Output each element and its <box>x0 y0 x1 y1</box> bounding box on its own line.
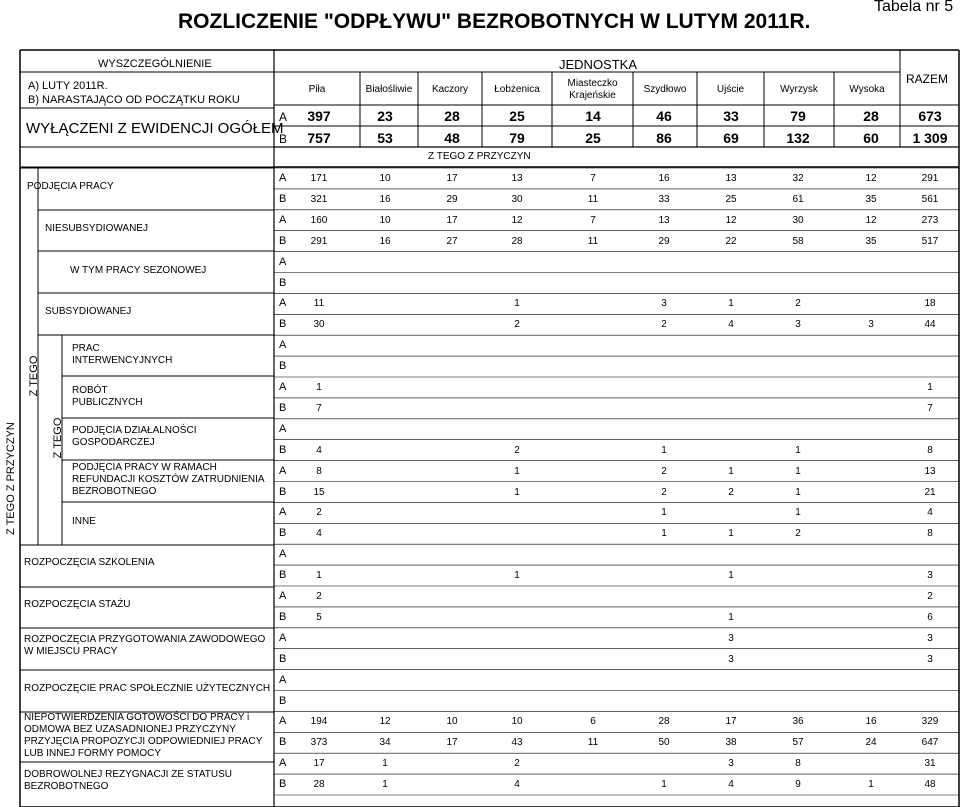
row-ab-label: B <box>279 234 287 247</box>
data-cell: 30 <box>313 319 325 331</box>
data-cell: 2 <box>514 444 520 456</box>
data-cell: 16 <box>865 716 877 728</box>
unit-header-2: Białośliwie <box>365 84 413 95</box>
row-ab-label: B <box>279 778 287 791</box>
label-dzialalnosci-gospodarczej: PODJĘCIA DZIAŁALNOŚCI GOSPODARCZEJ <box>72 425 197 448</box>
data-cell: 12 <box>725 214 737 226</box>
data-cell: 2 <box>661 486 667 498</box>
row-ab-label: A <box>279 213 287 226</box>
data-cell: 17 <box>446 173 458 184</box>
data-cell: 194 <box>310 716 328 728</box>
data-cell: 13 <box>924 465 936 477</box>
data-cell: 1 <box>661 779 667 791</box>
label-robot-publicznych: ROBÓT PUBLICZNYCH <box>72 385 143 408</box>
total-a-cell: 79 <box>790 108 806 124</box>
total-b-cell: 86 <box>656 130 672 146</box>
unit-header-3: Kaczory <box>431 84 469 95</box>
data-cell: 4 <box>514 779 520 791</box>
data-cell: 329 <box>921 716 939 728</box>
data-cell: 1 <box>795 465 801 477</box>
data-cell: 1 <box>795 444 801 456</box>
data-cell: 31 <box>924 758 936 770</box>
data-cell: 35 <box>865 235 877 247</box>
data-cell: 30 <box>511 193 523 205</box>
data-cell: 160 <box>310 214 328 226</box>
data-cell: 6 <box>927 611 933 623</box>
data-cell: 3 <box>728 653 734 665</box>
data-cell: 7 <box>590 173 596 184</box>
data-cell: 1 <box>661 507 667 519</box>
row-ab-label: B <box>279 276 287 289</box>
data-cell: 4 <box>728 319 734 331</box>
total-b-cell: 53 <box>377 130 393 146</box>
label-refundacji: PODJĘCIA PRACY W RAMACH REFUNDACJI KOSZTÓW ZATRUDNIENIA BEZROBOTNEGO <box>72 462 265 497</box>
data-cell: 61 <box>792 193 804 205</box>
data-cell: 27 <box>446 235 458 247</box>
row-ab-label: A <box>279 422 287 435</box>
row-ab-label: A <box>279 381 287 393</box>
data-cell: 50 <box>658 737 670 749</box>
total-a-cell: 46 <box>656 108 672 124</box>
unit-header-5: Miasteczko Krajeńskie <box>567 78 618 101</box>
data-cell: 3 <box>927 570 933 582</box>
total-b-cell: 48 <box>444 130 460 146</box>
data-cell: 11 <box>587 737 599 749</box>
data-cell: 6 <box>590 716 596 728</box>
label-spolecznie: ROZPOCZĘCIE PRAC SPOŁECZNIE UŻYTECZNYCH <box>24 683 271 694</box>
total-a-cell: 397 <box>307 108 331 124</box>
label-inne: INNE <box>72 516 96 527</box>
row-ab-label: A <box>279 464 287 477</box>
data-cell: 30 <box>792 214 804 226</box>
row-ab-label: B <box>279 192 287 205</box>
row-ab-label: B <box>279 610 287 623</box>
label-prac-interwencyjnych: PRAC INTERWENCYJNYCH <box>72 343 173 366</box>
label-podjecia-pracy: PODJĘCIA PRACY <box>27 181 114 192</box>
data-cell: 1 <box>316 570 322 582</box>
data-cell: 38 <box>725 737 737 749</box>
data-cell: 7 <box>927 402 933 414</box>
data-cell: 2 <box>514 758 520 770</box>
label-w-tym-pracy-sezonowej: W TYM PRACY SEZONOWEJ <box>70 265 207 276</box>
label-subsydiowanej: SUBSYDIOWANEJ <box>45 306 132 317</box>
data-cell: 17 <box>446 737 458 749</box>
total-a-cell: 28 <box>444 108 460 124</box>
data-cell: 28 <box>658 716 670 728</box>
data-cell: 8 <box>927 528 933 540</box>
legend-b: B) NARASTAJĄCO OD POCZĄTKU ROKU <box>28 94 240 106</box>
row-ab-label: A <box>279 631 287 644</box>
total-row-a-label: A <box>279 110 288 124</box>
unit-header-8: Wyrzysk <box>780 84 818 95</box>
data-cell: 3 <box>728 758 734 770</box>
data-cell: 4 <box>316 444 322 456</box>
data-cell: 17 <box>446 214 458 226</box>
data-cell: 8 <box>795 758 801 770</box>
jednostka-label: JEDNOSTKA <box>559 57 638 72</box>
data-cell: 13 <box>658 214 670 226</box>
data-cell: 28 <box>313 779 325 791</box>
row-ab-label: A <box>279 255 287 268</box>
data-cell: 1 <box>514 486 520 498</box>
row-ab-label: B <box>279 652 287 665</box>
table-number: Tabela nr 5 <box>874 0 954 15</box>
row-ab-label: B <box>279 443 287 456</box>
data-cell: 32 <box>792 173 804 184</box>
data-cell: 10 <box>446 716 458 728</box>
vertical-label-z-tego-z-przyczyn: Z TEGO Z PRZYCZYN <box>5 422 17 535</box>
data-cell: 16 <box>379 193 391 205</box>
data-cell: 57 <box>792 737 804 749</box>
data-cell: 1 <box>795 486 801 498</box>
data-cell: 1 <box>728 570 734 582</box>
data-cell: 7 <box>316 402 322 414</box>
total-a-cell: 14 <box>585 108 601 124</box>
total-b-cell: 132 <box>786 130 810 146</box>
data-cell: 10 <box>511 716 523 728</box>
data-cell: 3 <box>927 653 933 665</box>
data-cell: 1 <box>728 611 734 623</box>
data-cell: 2 <box>661 319 667 331</box>
row-ab-label: A <box>279 297 287 310</box>
unit-header-1: Piła <box>308 84 326 95</box>
label-dobrowolnej: DOBROWOLNEJ REZYGNACJI ZE STATUSU BEZROBOTNEGO <box>24 769 232 792</box>
label-niepotwierdzenia: NIEPOTWIERDZENIA GOTOWOŚCI DO PRACY i ODMOWA BEZ UZASADNIONEJ PRZYCZYNY PRZYJĘCIA PROPOZYCJI ODPOWIEDNIEJ PRACY LUB INNEJ FORMY POMOCY <box>24 712 263 759</box>
data-cell: 1 <box>514 465 520 477</box>
data-cell: 5 <box>316 611 322 623</box>
data-cell: 11 <box>587 193 599 205</box>
label-przygotowania: ROZPOCZĘCIA PRZYGOTOWANIA ZAWODOWEGO W MIEJSCU PRACY <box>24 634 266 657</box>
data-cell: 10 <box>379 214 391 226</box>
row-ab-label: A <box>279 548 287 561</box>
data-cell: 29 <box>658 235 670 247</box>
data-cell: 1 <box>514 570 520 582</box>
data-cell: 2 <box>316 507 322 519</box>
row-ab-label: A <box>279 757 287 770</box>
data-cell: 1 <box>382 758 388 770</box>
data-cell: 1 <box>316 382 322 393</box>
data-cell: 11 <box>313 298 325 310</box>
data-cell: 11 <box>587 235 599 247</box>
data-cell: 3 <box>795 319 801 331</box>
total-b-cell: 757 <box>307 130 331 146</box>
total-row-b-label: B <box>279 132 288 146</box>
row-ab-label: B <box>279 736 287 749</box>
unit-header-6: Szydłowo <box>643 84 687 95</box>
data-cell: 17 <box>313 758 325 770</box>
data-cell: 1 <box>728 528 734 540</box>
data-cell: 12 <box>865 214 877 226</box>
total-a-cell: 23 <box>377 108 393 124</box>
data-cell: 22 <box>725 235 737 247</box>
row-ab-label: A <box>279 590 287 602</box>
data-cell: 18 <box>924 298 936 310</box>
label-niesubsydiowanej: NIESUBSYDIOWANEJ <box>45 223 148 234</box>
data-cell: 2 <box>661 465 667 477</box>
data-cell: 24 <box>865 737 877 749</box>
data-cell: 8 <box>927 444 933 456</box>
data-cell: 1 <box>728 298 734 310</box>
data-cell: 8 <box>316 465 322 477</box>
data-cell: 2 <box>514 319 520 331</box>
data-cell: 43 <box>511 737 523 749</box>
data-cell: 171 <box>310 173 328 184</box>
data-cell: 3 <box>661 298 667 310</box>
data-cell: 58 <box>792 235 804 247</box>
data-cell: 12 <box>379 716 391 728</box>
data-cell: 44 <box>924 319 936 331</box>
row-ab-label: A <box>279 673 287 686</box>
total-a-cell: 25 <box>509 108 525 124</box>
row-ab-label: B <box>279 694 287 707</box>
total-a-cell: 28 <box>863 108 879 124</box>
total-b-cell: 1 309 <box>912 130 948 146</box>
data-cell: 16 <box>379 235 391 247</box>
total-a-cell: 673 <box>918 108 942 124</box>
row-ab-label: B <box>279 485 287 498</box>
data-cell: 12 <box>865 173 877 184</box>
data-cell: 13 <box>511 173 523 184</box>
page-title: ROZLICZENIE "ODPŁYWU" BEZROBOTNYCH W LUTYM 2011R. <box>178 10 811 33</box>
row-ab-label: A <box>279 715 287 728</box>
data-cell: 647 <box>921 737 939 749</box>
data-cell: 273 <box>921 214 939 226</box>
data-cell: 3 <box>728 632 734 644</box>
data-cell: 2 <box>927 591 933 602</box>
row-ab-label: B <box>279 527 287 540</box>
data-cell: 4 <box>728 779 734 791</box>
data-cell: 25 <box>725 193 737 205</box>
data-cell: 28 <box>511 235 523 247</box>
label-szkolenia: ROZPOCZĘCIA SZKOLENIA <box>24 557 155 568</box>
razem-label: RAZEM <box>906 72 948 86</box>
row-ab-label: B <box>279 569 287 582</box>
data-cell: 15 <box>313 486 325 498</box>
total-b-cell: 25 <box>585 130 601 146</box>
data-cell: 9 <box>795 779 801 791</box>
data-cell: 17 <box>725 716 737 728</box>
data-cell: 2 <box>316 591 322 602</box>
data-cell: 2 <box>795 298 801 310</box>
data-cell: 13 <box>725 173 737 184</box>
z-tego-z-przyczyn-header: Z TEGO Z PRZYCZYN <box>428 151 531 162</box>
data-cell: 2 <box>795 528 801 540</box>
data-cell: 517 <box>921 235 939 247</box>
data-cell: 35 <box>865 193 877 205</box>
total-b-cell: 60 <box>863 130 879 146</box>
row-ab-label: A <box>279 339 287 352</box>
data-cell: 1 <box>728 465 734 477</box>
data-cell: 291 <box>921 173 939 184</box>
data-cell: 1 <box>795 507 801 519</box>
row-ab-label: A <box>279 506 287 519</box>
unit-header-9: Wysoka <box>849 84 885 95</box>
row-ab-label: A <box>279 172 287 184</box>
data-cell: 291 <box>310 235 328 247</box>
data-cell: 10 <box>379 173 391 184</box>
wyszczegolnienie-label: WYSZCZEGÓLNIENIE <box>98 58 212 70</box>
legend-a: A) LUTY 2011R. <box>28 80 108 92</box>
total-a-cell: 33 <box>723 108 739 124</box>
data-cell: 33 <box>658 193 670 205</box>
data-cell: 3 <box>868 319 874 331</box>
vertical-label-z-tego-inner: Z TEGO <box>52 417 64 459</box>
total-b-cell: 69 <box>723 130 739 146</box>
data-cell: 36 <box>792 716 804 728</box>
data-cell: 1 <box>927 382 933 393</box>
data-cell: 1 <box>382 779 388 791</box>
data-cell: 48 <box>924 779 936 791</box>
data-cell: 1 <box>661 444 667 456</box>
vertical-label-z-tego-mid: Z TEGO <box>28 355 40 397</box>
data-cell: 1 <box>868 779 874 791</box>
data-cell: 1 <box>661 528 667 540</box>
data-cell: 1 <box>514 298 520 310</box>
data-cell: 7 <box>590 214 596 226</box>
data-cell: 321 <box>310 193 328 205</box>
label-stazu: ROZPOCZĘCIA STAŻU <box>24 599 131 610</box>
data-cell: 4 <box>316 528 322 540</box>
data-cell: 16 <box>658 173 670 184</box>
data-cell: 29 <box>446 193 458 205</box>
wylaczeni-label: WYŁĄCZENI Z EWIDENCJI OGÓŁEM <box>26 120 284 137</box>
row-ab-label: B <box>279 318 287 331</box>
data-cell: 4 <box>927 507 933 519</box>
row-ab-label: B <box>279 401 287 414</box>
data-cell: 561 <box>921 193 939 205</box>
data-cell: 2 <box>728 486 734 498</box>
unit-header-7: Ujście <box>716 84 745 95</box>
row-ab-label: B <box>279 360 287 373</box>
data-cell: 373 <box>310 737 328 749</box>
data-cell: 21 <box>924 486 936 498</box>
total-b-cell: 79 <box>509 130 525 146</box>
data-cell: 3 <box>927 632 933 644</box>
unit-header-4: Łobżenica <box>494 84 540 95</box>
data-cell: 34 <box>379 737 391 749</box>
data-cell: 12 <box>511 214 523 226</box>
